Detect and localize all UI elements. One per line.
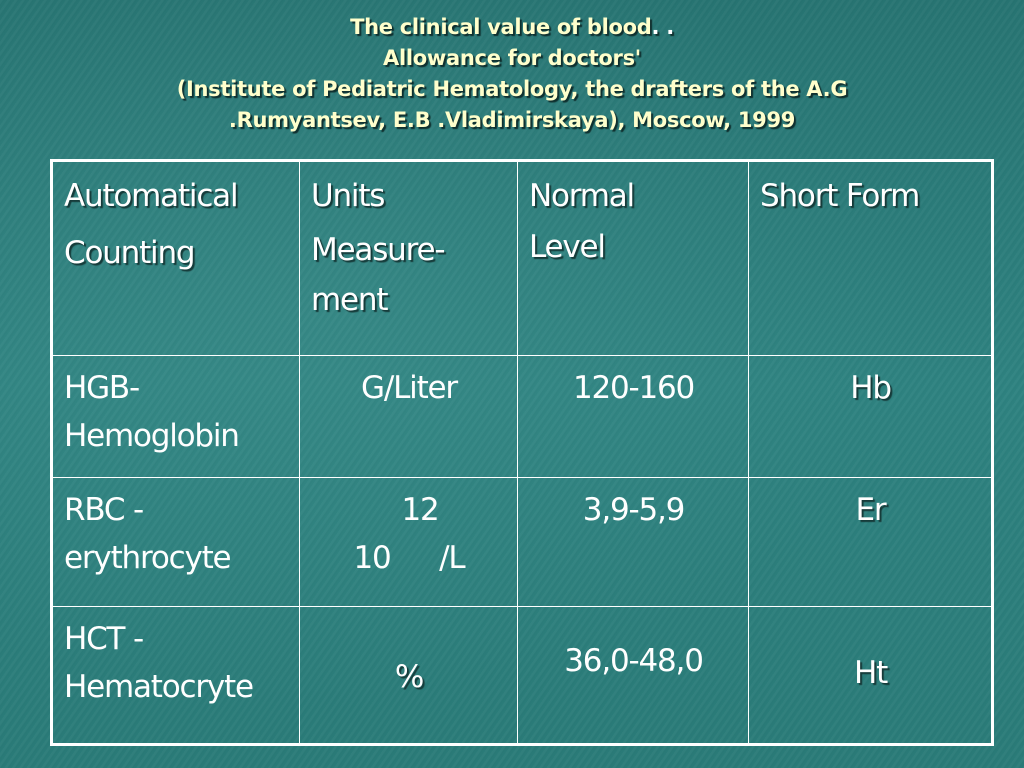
title-line-3: (Institute of Pediatric Hematology, the drafters of the A.G bbox=[176, 77, 848, 101]
unit-percent: % bbox=[394, 659, 424, 695]
header-text: ment bbox=[311, 282, 388, 318]
normal-range: 36,0-48,0 bbox=[564, 643, 703, 679]
test-code: HGB- bbox=[64, 370, 139, 406]
header-normal-level bbox=[518, 161, 749, 356]
test-code: HCT - bbox=[64, 621, 143, 657]
test-name: Hematocryte bbox=[64, 669, 253, 705]
cell-unit: G/Liter bbox=[300, 356, 518, 478]
title-line-4: .Rumyantsev, E.B .Vladimirskaya), Moscow, 1999 bbox=[228, 108, 796, 132]
cell-short-form: Hb bbox=[749, 356, 993, 478]
test-name: Hemoglobin bbox=[64, 418, 239, 454]
header-text: Level bbox=[529, 229, 605, 265]
header-text: Measure- bbox=[311, 232, 445, 268]
blood-values-table bbox=[50, 159, 994, 746]
cell-normal-level bbox=[518, 607, 749, 745]
header-units-measurement bbox=[300, 161, 518, 356]
title-trailing-dots: . . bbox=[651, 15, 674, 39]
test-code: RBC - bbox=[64, 492, 143, 528]
table-header-row bbox=[52, 161, 993, 356]
header-text: Units bbox=[311, 178, 385, 214]
header-text: Counting bbox=[64, 235, 195, 271]
header-automatical-counting bbox=[52, 161, 300, 356]
cell-test-name bbox=[52, 356, 300, 478]
header-short-form bbox=[749, 161, 993, 356]
cell-unit bbox=[300, 478, 518, 607]
header-text: Short Form bbox=[760, 178, 920, 214]
cell-unit bbox=[300, 607, 518, 745]
table-row bbox=[52, 478, 993, 607]
header-text: Automatical bbox=[64, 178, 238, 214]
test-name: erythrocyte bbox=[64, 540, 231, 576]
slide-title bbox=[0, 12, 1024, 136]
table-row bbox=[52, 607, 993, 745]
short-form: Ht bbox=[853, 655, 888, 691]
cell-normal-level: 3,9-5,9 bbox=[518, 478, 749, 607]
unit-base: 10 /L bbox=[353, 540, 465, 576]
title-line-1 bbox=[0, 12, 1024, 43]
unit-exponent: 12 bbox=[401, 492, 439, 528]
cell-test-name bbox=[52, 607, 300, 745]
header-text: Normal bbox=[529, 178, 634, 214]
table-row bbox=[52, 356, 993, 478]
cell-short-form: Er bbox=[749, 478, 993, 607]
cell-short-form bbox=[749, 607, 993, 745]
cell-normal-level: 120-160 bbox=[518, 356, 749, 478]
title-main-text: The clinical value of blood bbox=[350, 15, 652, 39]
cell-test-name bbox=[52, 478, 300, 607]
title-line-2: Allowance for doctors' bbox=[383, 46, 641, 70]
